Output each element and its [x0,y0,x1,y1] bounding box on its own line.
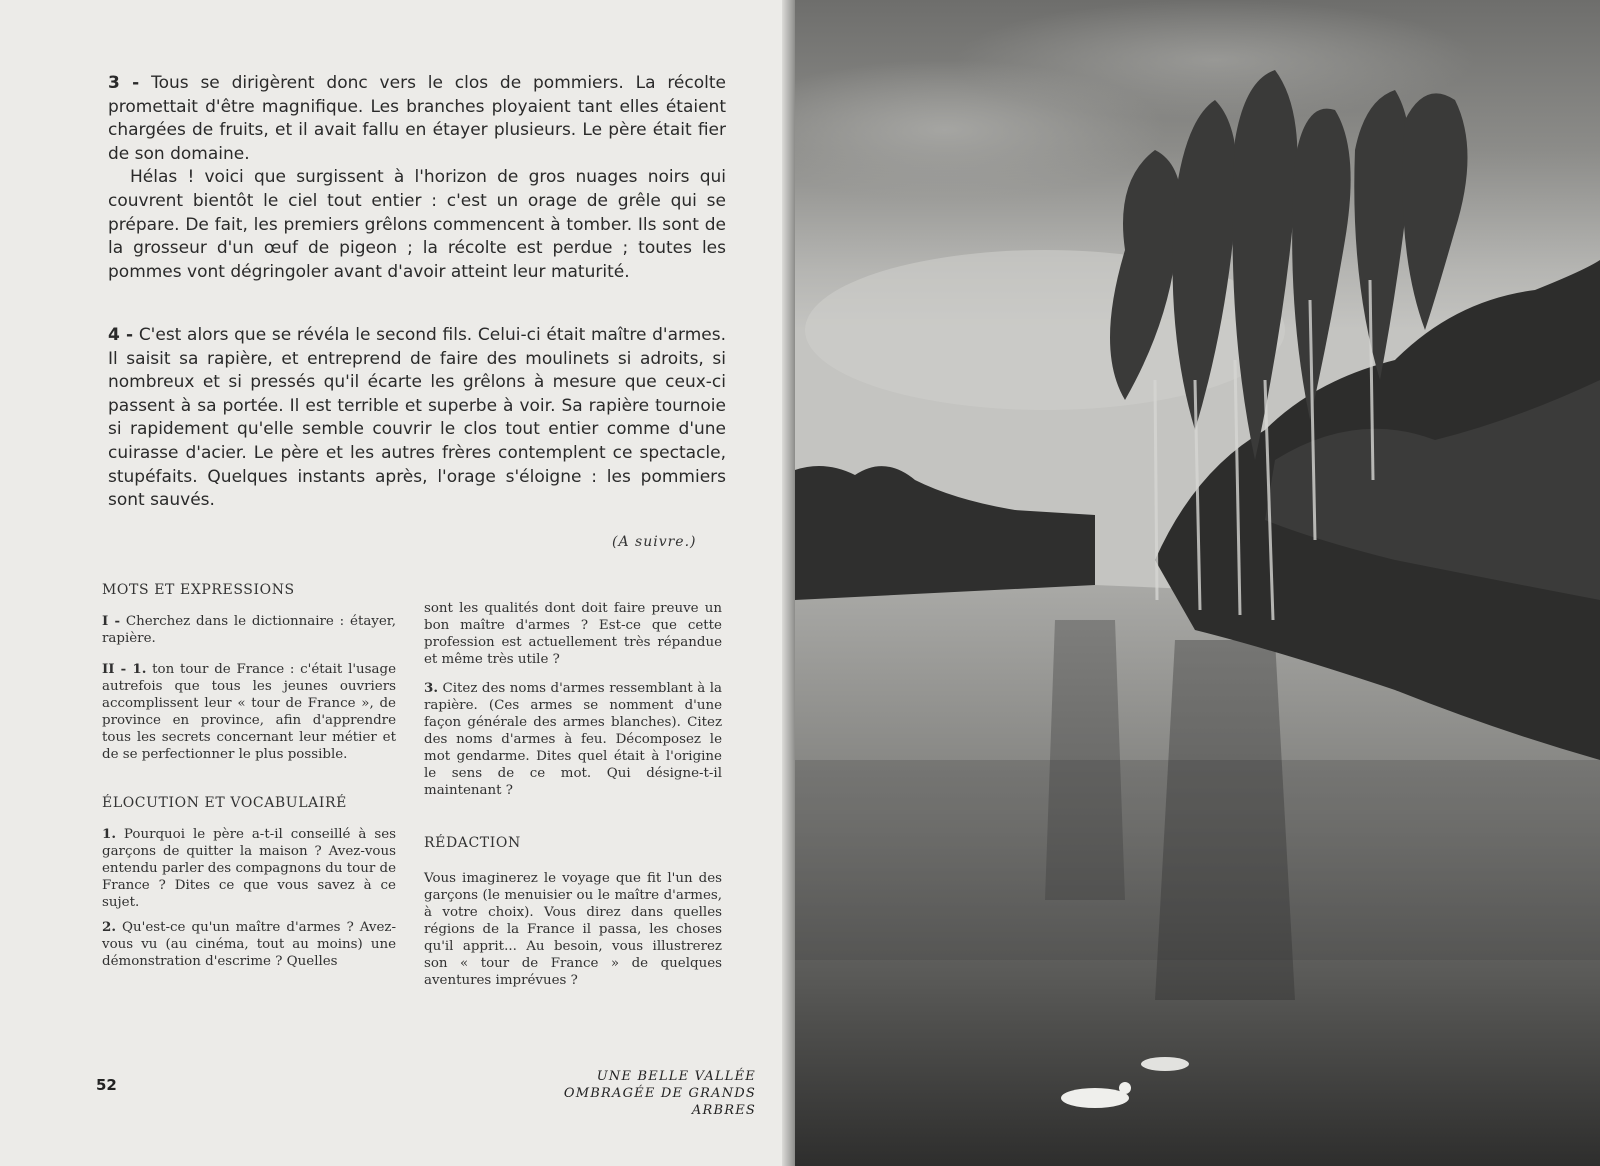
item-number: 3. [424,680,438,696]
item-number: II - 1. [102,661,147,677]
page-number: 52 [96,1076,117,1094]
river-photo [795,0,1600,1166]
exercises-left-column [102,582,396,970]
item-text: ton tour de France : c'était l'usage autrefois que tous les jeunes ouvriers accomplissent leur « tour de France », de province en province, afin d'apprendre tous les secrets concernant leur métier et de se perfectionner le plus possible. [102,662,397,762]
paragraph-4 [108,324,726,513]
item-text: Cherchez dans le dictionnaire : étayer, rapière. [102,614,396,646]
elocution-heading: ÉLOCUTION ET VOCABULAIRÉ [102,795,347,811]
story-block [108,72,726,284]
mots-item-2 [102,661,396,763]
item-text: Citez des noms d'armes ressemblant à la rapière. (Ces armes se nomment d'une façon générale des armes blanches). Citez des noms d'armes à feu. Décomposez le mot gendarme. Dites quel était à l'origine le sens de ce mot. Qui désigne-t-il maintenant ? [424,681,722,798]
eloc-item-2-continued: sont les qualités dont doit faire preuve un bon maître d'armes ? Est-ce que cette profession est actuellement très répandue et même très utile ? [424,601,722,667]
item-text: Pourquoi le père a-t-il conseillé à ses garçons de quitter la maison ? Avez-vous entendu parler des compagnons du tour de France ? Dites ce que vous savez à ce sujet. [102,827,396,910]
item-number: I - [102,613,121,629]
mots-item-1 [102,613,396,647]
exercises-right-column [424,600,722,989]
to-be-continued: (A suivre.) [612,534,697,550]
eloc-item-3 [424,680,722,799]
item-number: 1. [102,826,116,842]
left-page [0,0,795,1166]
item-number: 2. [102,919,116,935]
paragraph-3b: Hélas ! voici que surgissent à l'horizon de gros nuages noirs qui couvrent bientôt le ciel tout entier : c'est un orage de grêle qui se prépare. De fait, les premiers grêlons commencent à tomber. Ils sont de la grosseur d'un œuf de pigeon ; la récolte est perdue ; toutes les pommes vont dégringoler avant d'avoir atteint leur maturité. [108,167,726,282]
item-text: Qu'est-ce qu'un maître d'armes ? Avez-vous vu (au cinéma, tout au moins) une démonstration d'escrime ? Quelles [102,920,396,969]
photo-caption: UNE BELLE VALLÉE OMBRAGÉE DE GRANDS ARBRES [563,1069,756,1118]
eloc-item-2 [102,919,396,970]
story-block-4 [108,324,726,513]
mots-heading: MOTS ET EXPRESSIONS [102,582,295,598]
paragraph-number: 4 - [108,325,134,345]
redaction-text: Vous imaginerez le voyage que fit l'un des garçons (le menuisier ou le maître d'armes, à votre choix). Vous direz dans quelles régions de la France il passa, les choses qu'il apprit... Au besoin, vous illustrerez son « tour de France » de quelques aventures imprévues ? [424,871,722,988]
paragraph-text: C'est alors que se révéla le second fils. Celui-ci était maître d'armes. Il saisit sa rapière, et entreprend de faire des moulinets si adroits, si nombreux et si pressés qu'il écarte les grêlons à mesure que ceux-ci passent à sa portée. Il est terrible et superbe à voir. Sa rapière tournoie si rapidement qu'elle semble couvrir le clos tout entier comme d'une cuirasse d'acier. Le père et les autres frères contemplent ce spectacle, stupéfaits. Quelques instants après, l'orage s'éloigne : les pommiers sont sauvés. [108,325,726,511]
eloc-item-1 [102,826,396,911]
paragraph-3 [108,72,726,166]
paragraph-text: Tous se dirigèrent donc vers le clos de pommiers. La récolte promettait d'être magnifique. Les branches ployaient tant elles étaient chargées de fruits, et il avait fallu en étayer plusieurs. Le père était fier de son domaine. [108,73,726,164]
river-landscape-image [795,0,1600,1166]
redaction-heading: RÉDACTION [424,835,521,851]
paragraph-number: 3 - [108,73,140,93]
